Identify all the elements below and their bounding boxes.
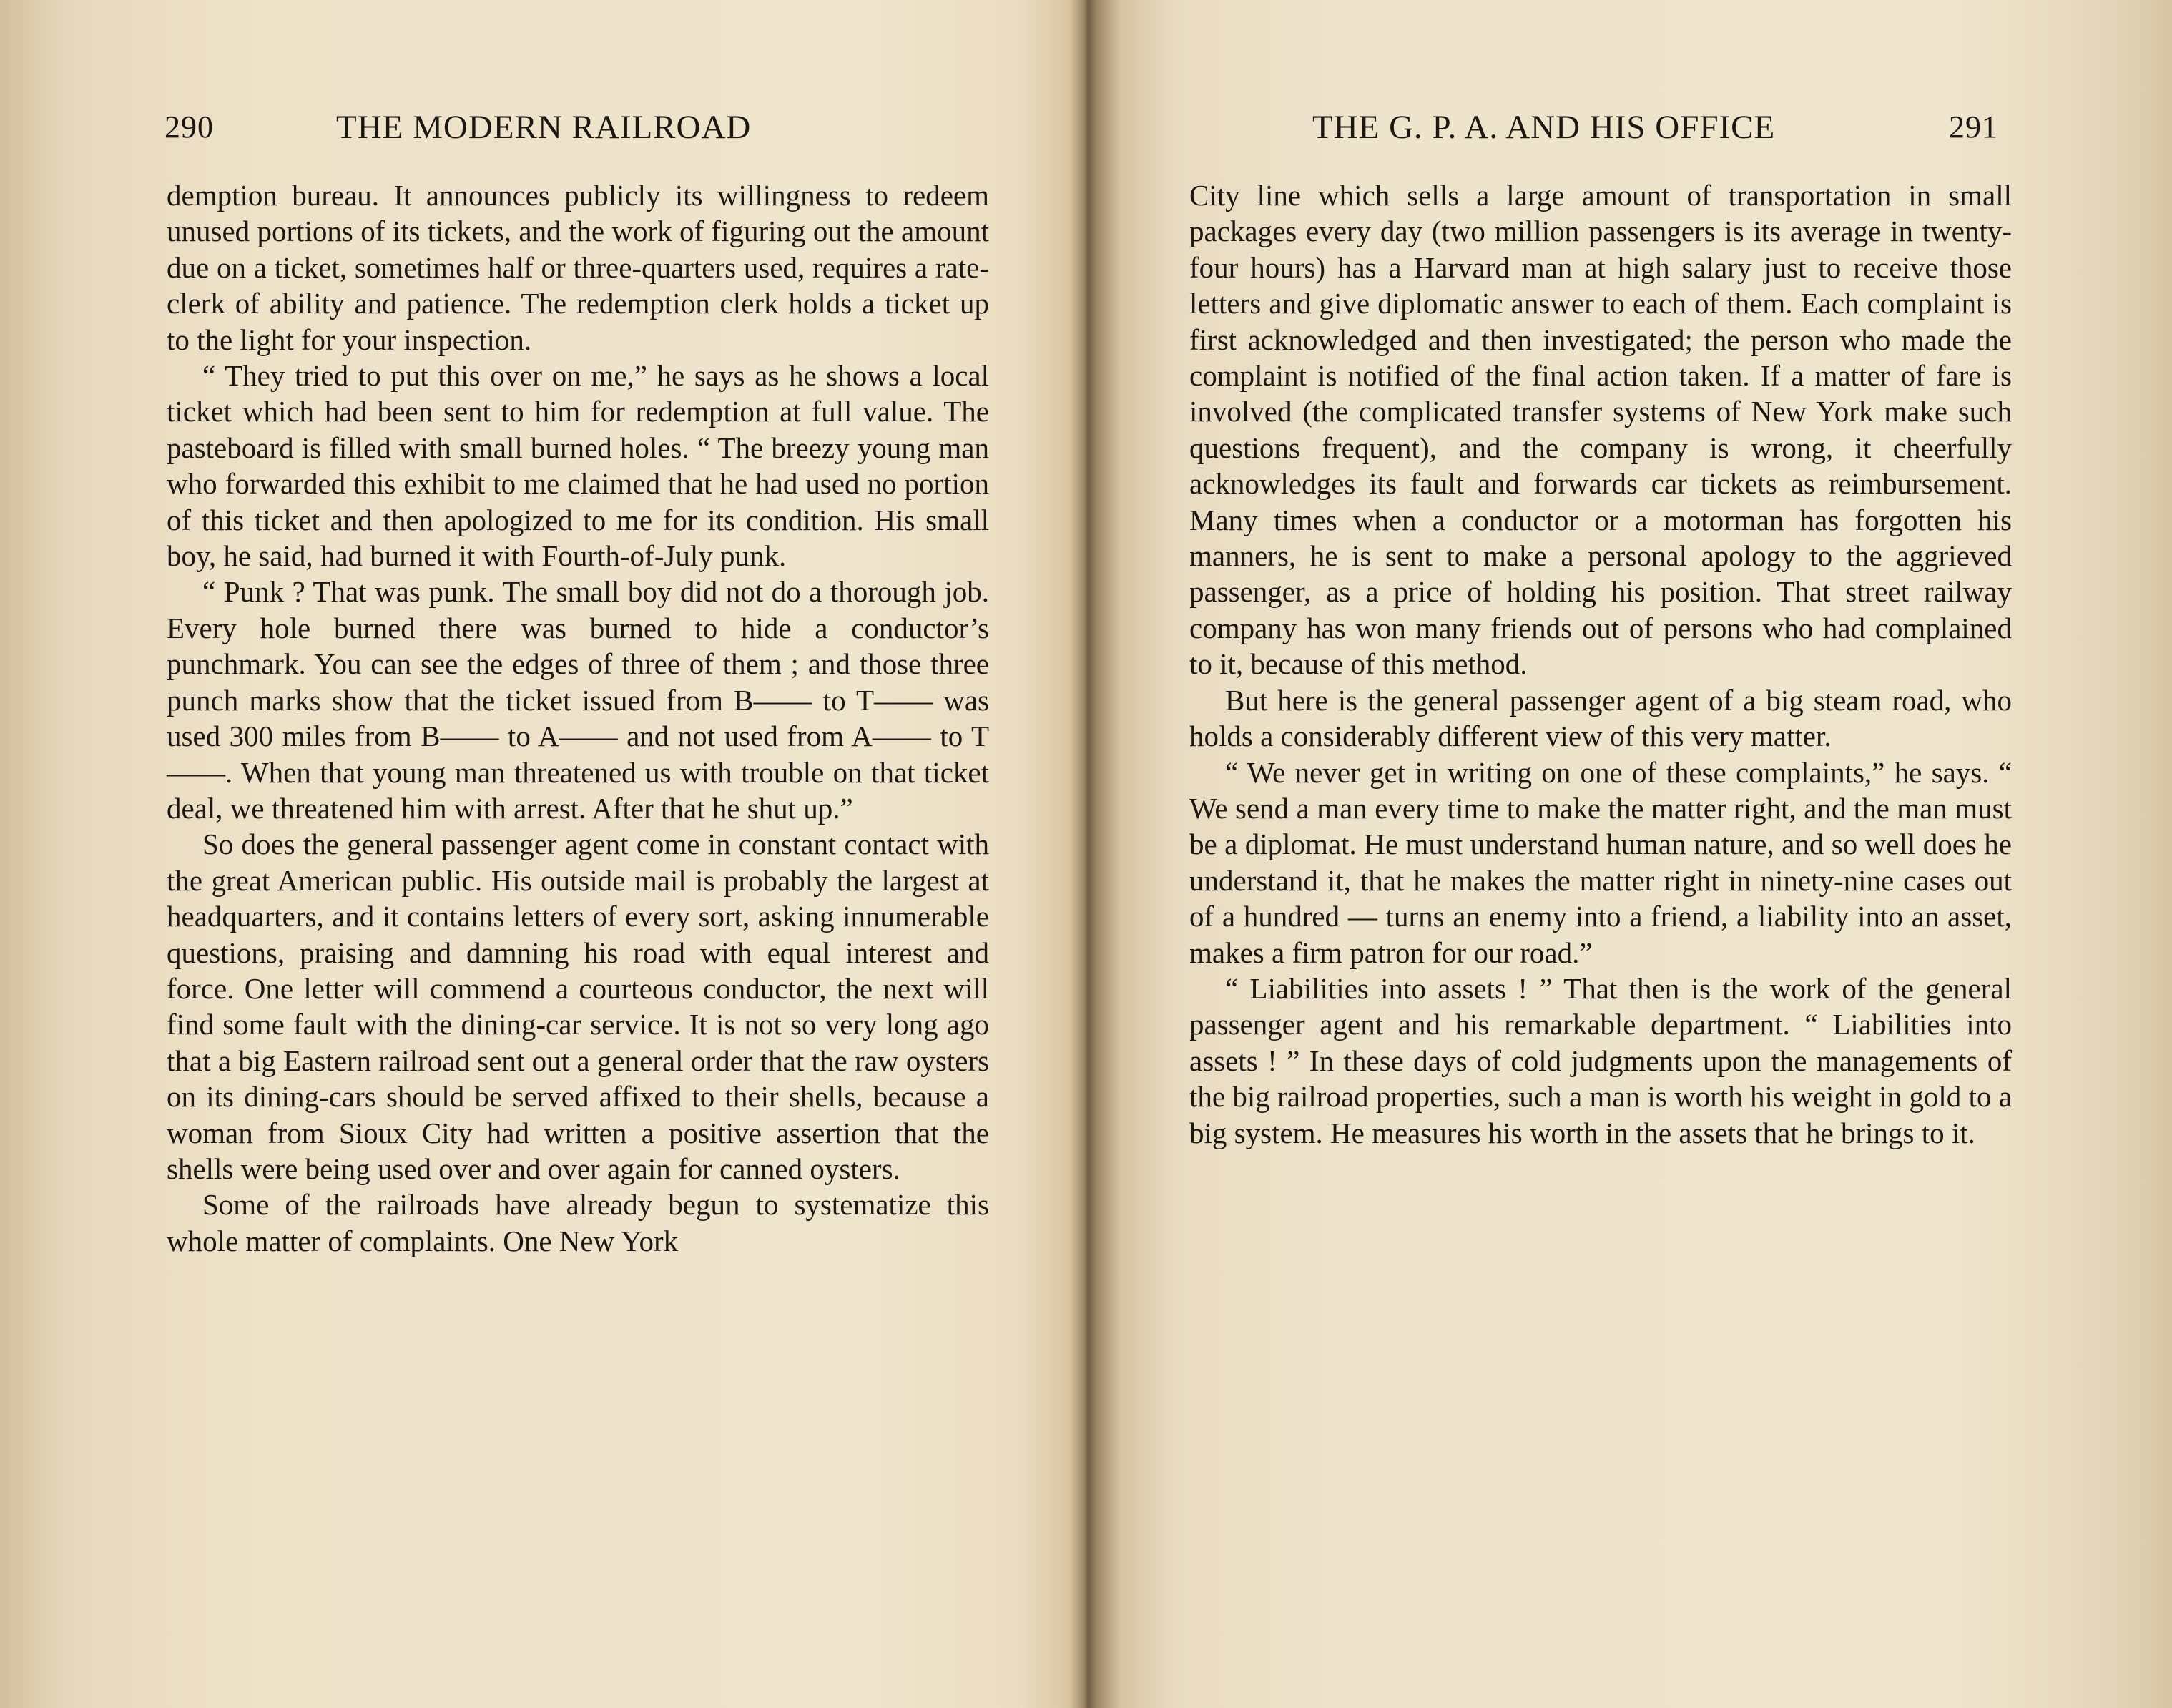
- right-page: [1144, 0, 2160, 1708]
- right-running-head: [1144, 106, 1998, 149]
- right-page-number: 291: [1949, 109, 1998, 144]
- left-running-head: [114, 106, 937, 149]
- left-paragraph: So does the general passenger agent come in constant contact with the great American public. His outside mail is probably the largest at headquarters, and it contains letters of every sort, asking innumerable questions, praising and damning his road with equal interest and force. One letter will commend a courteous conductor, the next will find some fault with the dining-car service. It is not so very long ago that a big Eastern railroad sent out a general order that the raw oysters on its dining-cars should be served affixed to their shells, because a woman from Sioux City had written a positive assertion that the shells were being used over and over again for canned oysters.: [167, 828, 989, 1185]
- left-text-block: [167, 177, 989, 1259]
- left-paragraph: “ They tried to put this over on me,” he says as he shows a local ticket which had been sent to him for redemption at full value. The pasteboard is filled with small burned holes. “ The breezy young man who forwarded this exhibit to me claimed that he had used no portion of this ticket and then apologized to me for its condition. His small boy, he said, had burned it with Fourth-of-July punk.: [167, 359, 989, 573]
- right-paragraph: “ Liabilities into assets ! ” That then is the work of the general passenger agent and his remarkable department. “ Liabilities into assets ! ” In these days of cold judgments upon the managements of the big railroad properties, such a man is worth his weight in gold to a big system. He measures his worth in the assets that he brings to it.: [1189, 971, 2012, 1149]
- right-running-title: THE G. P. A. AND HIS OFFICE: [1312, 109, 1776, 146]
- left-paragraph: Some of the railroads have already begun to systematize this whole matter of complaints. One New York: [167, 1188, 989, 1257]
- left-paragraph: “ Punk ? That was punk. The small boy did not do a thorough job. Every hole burned there was burned to hide a conductor’s punchmark. You can see the edges of three of them ; and those three punch marks show that the ticket issued from B—— to T—— was used 300 miles from B—— to A—— and not used from A—— to T——. When that young man threatened us with trouble on that ticket deal, we threatened him with arrest. After that he shut up.”: [167, 575, 989, 825]
- right-text-block: [1189, 177, 2012, 1151]
- left-paragraph: demption bureau. It announces publicly its willingness to redeem unused portions of its tickets, and the work of figuring out the amount due on a ticket, sometimes half or three-quarters used, requires a rate-clerk of ability and patience. The redemption clerk holds a ticket up to the light for your inspection.: [167, 179, 989, 356]
- right-paragraph: City line which sells a large amount of transportation in small packages every day (two million passengers is its average in twenty-four hours) has a Harvard man at high salary just to receive those letters and give diplomatic answer to each of them. Each complaint is first acknowledged and then investigated; the person who made the complaint is notified of the final action taken. If a matter of fare is involved (the complicated transfer systems of New York make such questions frequent), and the company is wrong, it cheerfully acknowledges its fault and forwards car tickets as reimbursement. Many times when a conductor or a motorman has forgotten his manners, he is sent to make a personal apology to the aggrieved passenger, as a price of holding his position. That street railway company has won many friends out of persons who had complained to it, because of this method.: [1189, 179, 2012, 681]
- right-paragraph: But here is the general passenger agent of a big steam road, who holds a considerably different view of this very matter.: [1189, 683, 2012, 753]
- left-running-title: THE MODERN RAILROAD: [336, 109, 752, 146]
- right-paragraph: “ We never get in writing on one of these complaints,” he says. “ We send a man every time to make the matter right, and the man must be a diplomat. He must understand human nature, and so well does he understand it, that he makes the matter right in ninety-nine cases out of a hundred — turns an enemy into a friend, a liability into an asset, makes a firm patron for our road.”: [1189, 755, 2012, 969]
- left-page: [114, 0, 1130, 1708]
- left-page-number: 290: [164, 109, 214, 144]
